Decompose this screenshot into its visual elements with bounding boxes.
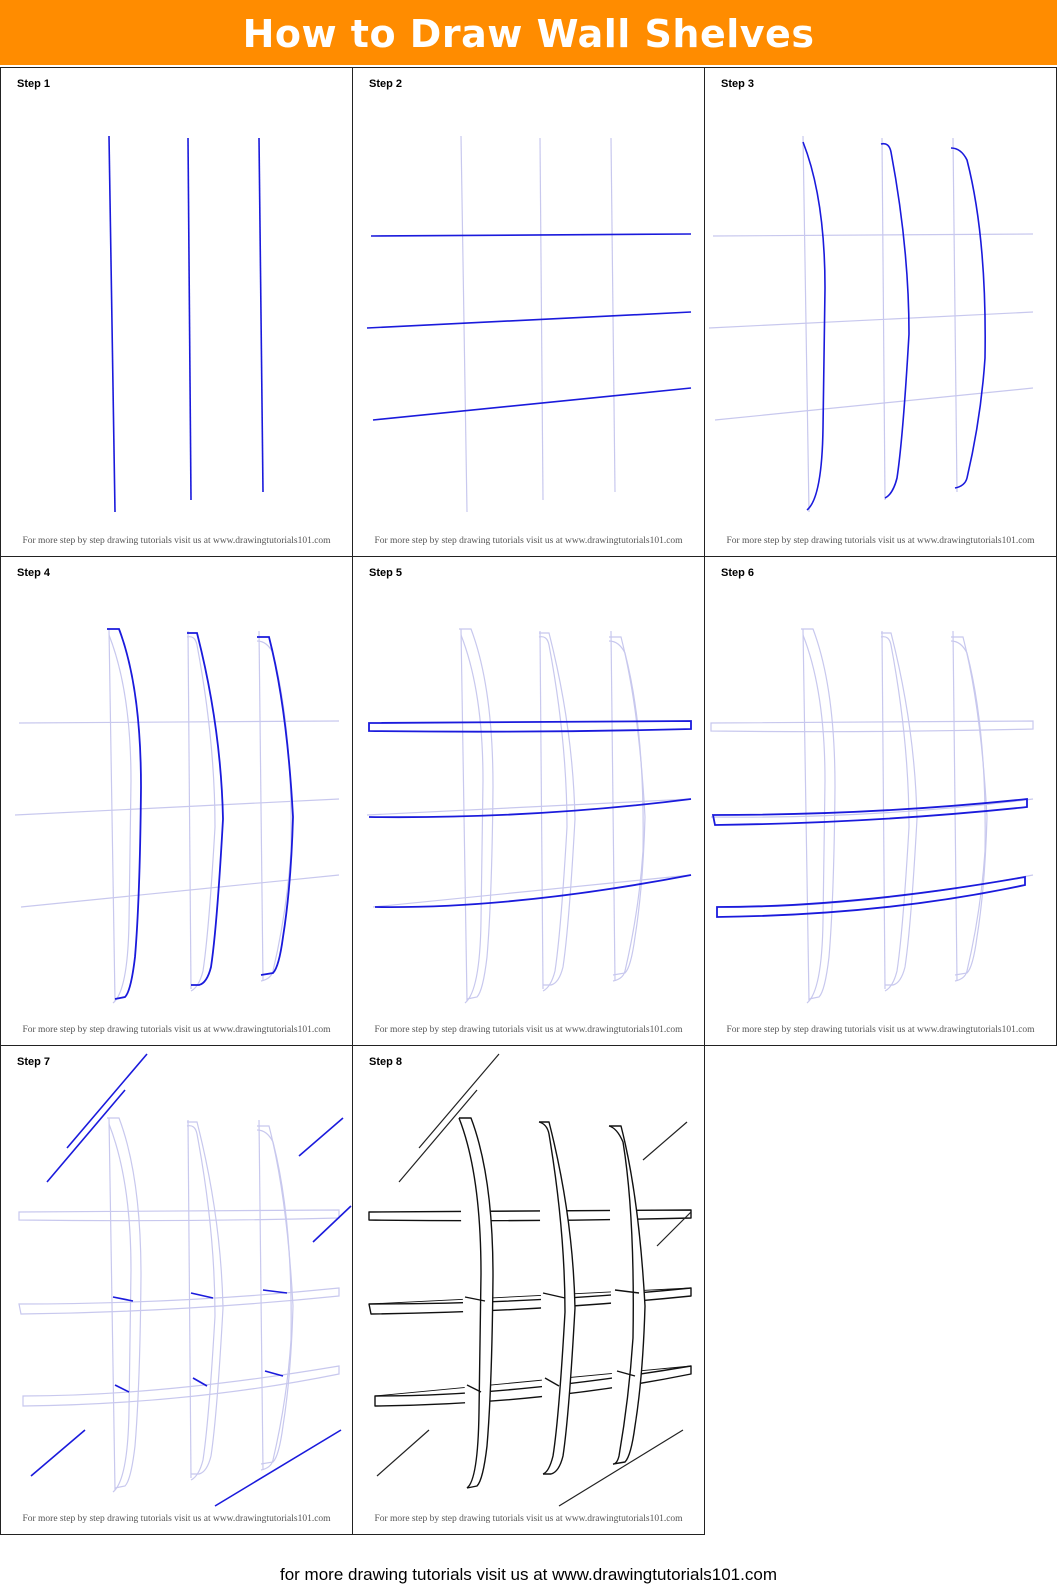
step-panel-3 (704, 67, 1057, 557)
step-label: Step 8 (369, 1056, 403, 1068)
step-panel-2 (352, 67, 705, 557)
step-1-drawing (1, 68, 353, 557)
step-label: Step 6 (721, 567, 755, 579)
step-label: Step 2 (369, 78, 403, 90)
panel-credit: For more step by step drawing tutorials visit us at www.drawingtutorials101.com (22, 536, 331, 546)
step-panel-5 (352, 556, 705, 1046)
step-3-drawing (705, 68, 1057, 557)
panel-credit: For more step by step drawing tutorials visit us at www.drawingtutorials101.com (22, 1514, 331, 1524)
step-label: Step 4 (17, 567, 51, 579)
step-2-drawing (353, 68, 705, 557)
step-panel-8 (352, 1045, 705, 1535)
panel-credit: For more step by step drawing tutorials visit us at www.drawingtutorials101.com (726, 536, 1035, 546)
panel-credit: For more step by step drawing tutorials visit us at www.drawingtutorials101.com (374, 1025, 683, 1035)
panel-credit: For more step by step drawing tutorials visit us at www.drawingtutorials101.com (374, 1514, 683, 1524)
step-5-drawing (353, 557, 705, 1046)
panel-credit: For more step by step drawing tutorials visit us at www.drawingtutorials101.com (22, 1025, 331, 1035)
step-label: Step 7 (17, 1056, 51, 1068)
step-panel-1 (0, 67, 353, 557)
step-7-drawing (1, 1046, 353, 1535)
step-panel-7 (0, 1045, 353, 1535)
step-label: Step 3 (721, 78, 755, 90)
page-title: How to Draw Wall Shelves (0, 0, 1057, 65)
panel-credit: For more step by step drawing tutorials visit us at www.drawingtutorials101.com (726, 1025, 1035, 1035)
panel-credit: For more step by step drawing tutorials visit us at www.drawingtutorials101.com (374, 536, 683, 546)
step-6-drawing (705, 557, 1057, 1046)
step-label: Step 1 (17, 78, 51, 90)
step-8-drawing (353, 1046, 705, 1535)
step-4-drawing (1, 557, 353, 1046)
step-panel-4 (0, 556, 353, 1046)
step-label: Step 5 (369, 567, 403, 579)
step-panel-6 (704, 556, 1057, 1046)
footer-credit: for more drawing tutorials visit us at www.drawingtutorials101.com (280, 1565, 777, 1584)
